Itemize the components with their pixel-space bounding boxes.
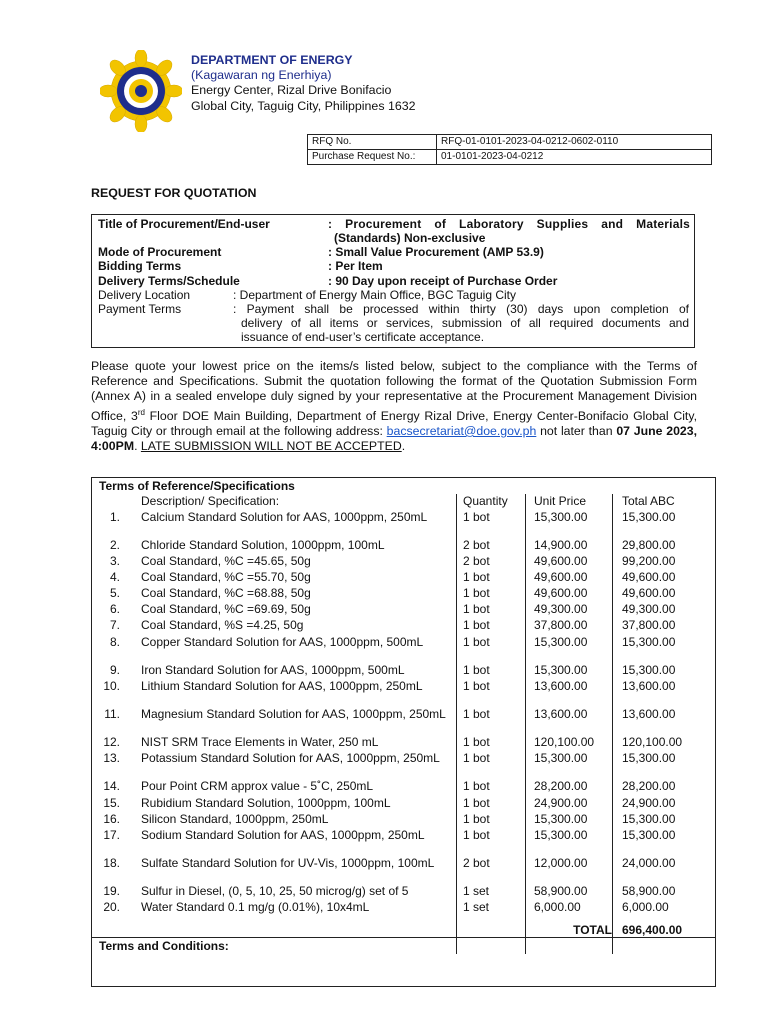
row-quantity: 1 bot (463, 602, 490, 616)
row-unit-price: 58,900.00 (534, 884, 588, 898)
row-total-abc: 28,200.00 (622, 779, 676, 793)
row-quantity: 1 set (463, 900, 490, 914)
specifications-table (91, 477, 716, 987)
row-quantity: 1 bot (463, 796, 490, 810)
row-number: 13. (103, 751, 120, 765)
row-quantity: 1 bot (463, 679, 490, 693)
row-total-abc: 49,600.00 (622, 570, 676, 584)
payment-label: Payment Terms (98, 302, 182, 316)
col-header-total: Total ABC (622, 494, 675, 508)
row-unit-price: 49,600.00 (534, 554, 588, 568)
row-number: 12. (103, 735, 120, 749)
rfq-info-box (307, 134, 712, 165)
row-quantity: 1 bot (463, 663, 490, 677)
row-number: 16. (103, 812, 120, 826)
row-quantity: 2 bot (463, 856, 490, 870)
row-total-abc: 29,800.00 (622, 538, 676, 552)
row-number: 5. (109, 586, 120, 600)
organization-header (191, 53, 416, 114)
mode-label: Mode of Procurement (98, 245, 222, 259)
row-quantity: 2 bot (463, 538, 490, 552)
row-quantity: 1 bot (463, 635, 490, 649)
title-value-1: : Procurement of Laboratory Supplies and Materials (328, 217, 690, 231)
para-sup: rd (137, 407, 145, 417)
pr-label: Purchase Request No.: (308, 150, 437, 165)
para-text-1: Please quote your lowest price on the items/s listed below, subject to the compliance with the Terms of Reference and Specifications. Submit the quotation following the format of the Quotation Submission Form (Annex A) in a sealed envelope duly signed by your representative at the Procurement Management Division Office, 3 (91, 359, 697, 423)
row-number: 20. (103, 900, 120, 914)
row-quantity: 1 bot (463, 812, 490, 826)
row-quantity: 1 bot (463, 510, 490, 524)
row-description: Coal Standard, %C =68.88, 50g (141, 586, 311, 600)
row-description: Potassium Standard Solution for AAS, 1000ppm, 250mL (141, 751, 440, 765)
page-title: REQUEST FOR QUOTATION (91, 186, 257, 200)
row-total-abc: 58,900.00 (622, 884, 676, 898)
row-number: 6. (109, 602, 120, 616)
row-description: Sodium Standard Solution for AAS, 1000ppm, 250mL (141, 828, 425, 842)
row-description: Sulfur in Diesel, (0, 5, 10, 25, 50 microg/g) set of 5 (141, 884, 409, 898)
row-unit-price: 28,200.00 (534, 779, 588, 793)
terms-label: Terms and Conditions: (99, 939, 229, 953)
row-description: Pour Point CRM approx value - 5˚C, 250mL (141, 779, 374, 793)
row-total-abc: 15,300.00 (622, 635, 676, 649)
late-notice: LATE SUBMISSION WILL NOT BE ACCEPTED (140, 439, 402, 454)
row-total-abc: 24,900.00 (622, 796, 676, 810)
doe-seal-logo (100, 50, 182, 132)
row-number: 14. (103, 779, 120, 793)
row-total-abc: 49,300.00 (622, 602, 676, 616)
row-description: Iron Standard Solution for AAS, 1000ppm, 500mL (141, 663, 405, 677)
address-line-1: Energy Center, Rizal Drive Bonifacio (191, 83, 392, 98)
row-total-abc: 24,000.00 (622, 856, 676, 870)
rfq-label: RFQ No. (308, 135, 437, 150)
para-text-5: . (401, 439, 406, 454)
row-quantity: 1 bot (463, 618, 490, 632)
row-quantity: 2 bot (463, 554, 490, 568)
row-description: Sulfate Standard Solution for UV-Vis, 1000ppm, 100mL (141, 856, 435, 870)
row-number: 15. (103, 796, 120, 810)
row-unit-price: 15,300.00 (534, 828, 588, 842)
row-quantity: 1 set (463, 884, 490, 898)
total-label: TOTAL (573, 923, 612, 937)
title-label: Title of Procurement/End-user (98, 217, 270, 231)
row-total-abc: 37,800.00 (622, 618, 676, 632)
row-description: Water Standard 0.1 mg/g (0.01%), 10x4mL (141, 900, 370, 914)
row-total-abc: 49,600.00 (622, 586, 676, 600)
para-text-4: . (134, 439, 141, 454)
row-description: Coal Standard, %C =45.65, 50g (141, 554, 311, 568)
row-total-abc: 99,200.00 (622, 554, 676, 568)
row-number: 19. (103, 884, 120, 898)
col-header-unit: Unit Price (534, 494, 587, 508)
address-line-2: Global City, Taguig City, Philippines 1632 (191, 98, 416, 113)
instructions-paragraph (91, 359, 697, 454)
row-quantity: 1 bot (463, 586, 490, 600)
location-label: Delivery Location (98, 288, 191, 302)
location-value: : Department of Energy Main Office, BGC Taguig City (233, 288, 517, 302)
procurement-details (91, 214, 695, 348)
row-unit-price: 49,300.00 (534, 602, 588, 616)
row-number: 7. (109, 618, 120, 632)
row-description: Coal Standard, %C =69.69, 50g (141, 602, 311, 616)
row-quantity: 1 bot (463, 751, 490, 765)
column-divider (525, 494, 526, 954)
row-number: 4. (109, 570, 120, 584)
row-unit-price: 24,900.00 (534, 796, 588, 810)
row-number: 9. (109, 663, 120, 677)
row-unit-price: 15,300.00 (534, 510, 588, 524)
row-number: 3. (109, 554, 120, 568)
row-total-abc: 6,000.00 (622, 900, 669, 914)
row-total-abc: 15,300.00 (622, 812, 676, 826)
payment-value-1: : Payment shall be processed within thirty (30) days upon completion of (233, 302, 689, 316)
row-unit-price: 6,000.00 (534, 900, 581, 914)
rfq-value: RFQ-01-0101-2023-04-0212-0602-0110 (437, 135, 712, 150)
column-divider (456, 494, 457, 954)
row-unit-price: 15,300.00 (534, 812, 588, 826)
title-value-2: (Standards) Non-exclusive (334, 231, 486, 245)
row-unit-price: 120,100.00 (534, 735, 595, 749)
payment-value-3: issuance of end-user’s certificate acceptance. (241, 330, 485, 344)
row-unit-price: 12,000.00 (534, 856, 588, 870)
row-unit-price: 15,300.00 (534, 635, 588, 649)
column-divider (612, 494, 613, 954)
row-unit-price: 14,900.00 (534, 538, 588, 552)
delivery-terms-value: : 90 Day upon receipt of Purchase Order (328, 274, 558, 288)
row-unit-price: 15,300.00 (534, 751, 588, 765)
row-unit-price: 37,800.00 (534, 618, 588, 632)
row-number: 17. (103, 828, 120, 842)
row-number: 18. (103, 856, 120, 870)
total-value: 696,400.00 (622, 923, 683, 937)
row-description: Coal Standard, %C =55.70, 50g (141, 570, 311, 584)
row-description: Coal Standard, %S =4.25, 50g (141, 618, 304, 632)
row-quantity: 1 bot (463, 828, 490, 842)
row-unit-price: 49,600.00 (534, 570, 588, 584)
row-number: 11. (104, 707, 120, 721)
pr-value: 01-0101-2023-04-0212 (437, 150, 712, 165)
bidding-label: Bidding Terms (98, 259, 182, 273)
row-total-abc: 15,300.00 (622, 828, 676, 842)
row-number: 10. (103, 679, 120, 693)
para-text-2: Floor DOE Main Building, Department of Energy Rizal Drive, Energy Center-Bonifacio Global City, Taguig City or through email at the following address: (91, 408, 697, 438)
row-description: Calcium Standard Solution for AAS, 1000ppm, 250mL (141, 510, 428, 524)
delivery-terms-label: Delivery Terms/Schedule (98, 274, 240, 288)
row-description: Magnesium Standard Solution for AAS, 1000ppm, 250mL (141, 707, 446, 721)
para-text-3: not later than (536, 423, 617, 438)
row-description: Lithium Standard Solution for AAS, 1000ppm, 250mL (141, 679, 423, 693)
department-name: DEPARTMENT OF ENERGY (191, 53, 353, 67)
row-description: Copper Standard Solution for AAS, 1000ppm, 500mL (141, 635, 424, 649)
col-header-desc: Description/ Specification: (141, 494, 280, 508)
row-number: 2. (109, 538, 120, 552)
row-total-abc: 13,600.00 (622, 707, 676, 721)
department-subtitle: (Kagawaran ng Enerhiya) (191, 68, 332, 83)
row-total-abc: 13,600.00 (622, 679, 676, 693)
row-quantity: 1 bot (463, 707, 490, 721)
row-total-abc: 120,100.00 (622, 735, 683, 749)
row-description: Chloride Standard Solution, 1000ppm, 100mL (141, 538, 385, 552)
row-description: Rubidium Standard Solution, 1000ppm, 100mL (141, 796, 391, 810)
row-description: Silicon Standard, 1000ppm, 250mL (141, 812, 329, 826)
row-unit-price: 15,300.00 (534, 663, 588, 677)
bidding-value: : Per Item (328, 259, 383, 273)
payment-value-2: delivery of all items or services, submission of all required documents and (241, 316, 689, 330)
deadline: 07 June 2023, 4:00PM (91, 423, 697, 454)
row-total-abc: 15,300.00 (622, 663, 676, 677)
row-number: 8. (109, 635, 120, 649)
section-title: Terms of Reference/Specifications (99, 479, 295, 493)
row-quantity: 1 bot (463, 779, 490, 793)
row-quantity: 1 bot (463, 735, 490, 749)
email-link[interactable]: bacsecretariat@doe.gov.ph (386, 423, 537, 438)
mode-value: : Small Value Procurement (AMP 53.9) (328, 245, 544, 259)
row-unit-price: 13,600.00 (534, 679, 588, 693)
row-unit-price: 49,600.00 (534, 586, 588, 600)
row-total-abc: 15,300.00 (622, 751, 676, 765)
row-quantity: 1 bot (463, 570, 490, 584)
row-unit-price: 13,600.00 (534, 707, 588, 721)
row-total-abc: 15,300.00 (622, 510, 676, 524)
row-description: NIST SRM Trace Elements in Water, 250 mL (141, 735, 379, 749)
row-number: 1. (109, 510, 120, 524)
col-header-qty: Quantity (463, 494, 508, 508)
